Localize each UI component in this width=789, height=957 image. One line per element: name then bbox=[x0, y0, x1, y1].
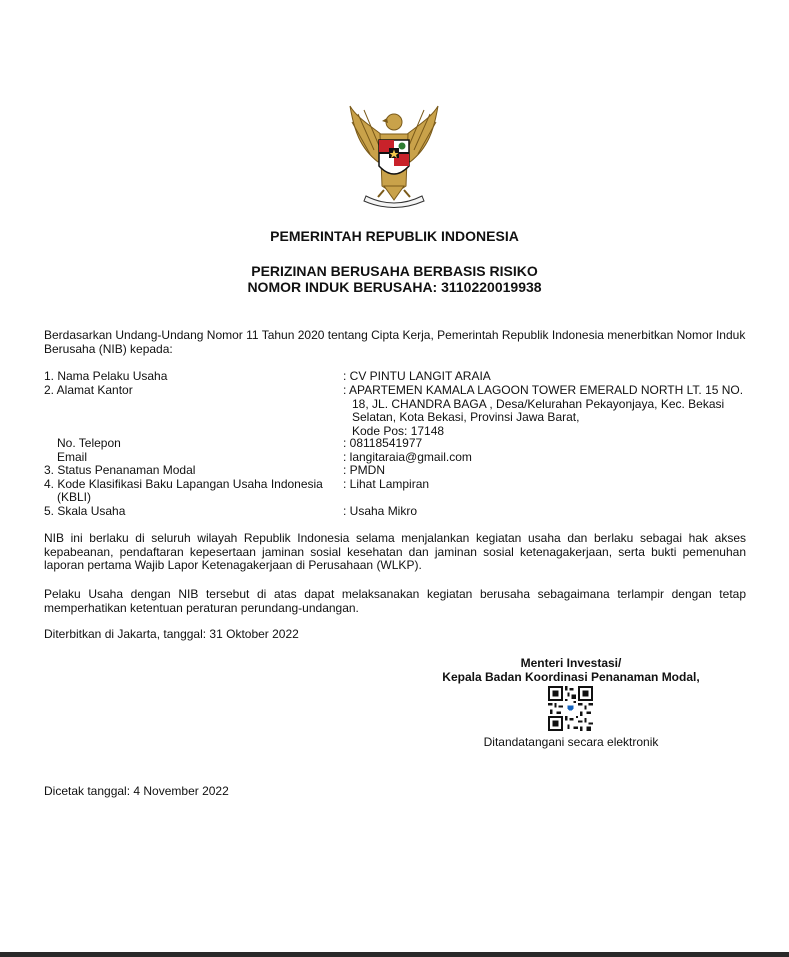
address-line-2: 18, JL. CHANDRA BAGA , Desa/Kelurahan Pekayonjaya, Kec. Bekasi bbox=[352, 396, 725, 411]
validity-paragraph: NIB ini berlaku di seluruh wilayah Republik Indonesia selama menjalankan kegiatan usaha dan berlaku sebagai hak akses kepabeanan, pendaftaran kepesertaan jaminan sosial kesehatan dan jaminan sosial ketenagakerjaan, serta bukti pemenuhan laporan pertama Wajib Lapor Ketenagakerjaan di Perusahaan (WLKP). bbox=[44, 531, 746, 572]
kbli-label-abbr: (KBLI) bbox=[57, 490, 92, 504]
qr-code-icon bbox=[548, 686, 593, 731]
business-scale-label: 5. Skala Usaha bbox=[44, 503, 126, 518]
electronic-signature-note: Ditandatangani secara elektronik bbox=[483, 735, 659, 749]
capital-status-value: : PMDN bbox=[343, 463, 385, 477]
phone-label: No. Telepon bbox=[57, 436, 121, 450]
permit-title: PERIZINAN BERUSAHA BERBASIS RISIKO bbox=[251, 263, 538, 279]
email-label: Email bbox=[57, 449, 88, 464]
document-title bbox=[0, 263, 789, 295]
capital-status-label: 3. Status Penanaman Modal bbox=[44, 463, 196, 477]
name-value: : CV PINTU LANGIT ARAIA bbox=[343, 369, 491, 383]
obligation-paragraph: Pelaku Usaha dengan NIB tersebut di atas dapat melaksanakan kegiatan berusaha sebagaimana terlampir dengan tetap memperhatikan ketentuan peraturan perundang-undangan. bbox=[44, 587, 746, 615]
address-label: 2. Alamat Kantor bbox=[44, 383, 133, 397]
name-label: 1. Nama Pelaku Usaha bbox=[44, 369, 168, 383]
bottom-edge bbox=[0, 952, 789, 957]
government-title: PEMERINTAH REPUBLIK INDONESIA bbox=[270, 228, 519, 244]
kbli-value: : Lihat Lampiran bbox=[343, 476, 430, 491]
printed-date: Dicetak tanggal: 4 November 2022 bbox=[44, 784, 229, 798]
address-line-4: Kode Pos: 17148 bbox=[352, 423, 445, 438]
signatory-title-line-2: Kepala Badan Koordinasi Penanaman Modal, bbox=[442, 670, 700, 684]
intro-text: Berdasarkan Undang-Undang Nomor 11 Tahun 2020 tentang Cipta Kerja, Pemerintah Republik Indonesia menerbitkan Nomor Induk Berusaha (NIB) kepada: bbox=[44, 328, 746, 356]
nib-number: NOMOR INDUK BERUSAHA: 3110220019938 bbox=[247, 279, 542, 295]
garuda-emblem bbox=[338, 100, 450, 210]
address-line-1: : APARTEMEN KAMALA LAGOON TOWER EMERALD NORTH LT. 15 NO. bbox=[343, 383, 744, 397]
signatory-title-line-1: Menteri Investasi/ bbox=[520, 656, 622, 670]
signatory-title bbox=[420, 656, 722, 684]
address-line-3: Selatan, Kota Bekasi, Provinsi Jawa Barat, bbox=[352, 410, 580, 424]
kbli-label: 4. Kode Klasifikasi Baku Lapangan Usaha Indonesia bbox=[44, 476, 323, 491]
business-scale-value: : Usaha Mikro bbox=[343, 503, 418, 518]
issued-date: Diterbitkan di Jakarta, tanggal: 31 Oktober 2022 bbox=[44, 627, 299, 641]
phone-value: : 08118541977 bbox=[343, 436, 423, 450]
email-value: : langitaraia@gmail.com bbox=[343, 449, 472, 464]
